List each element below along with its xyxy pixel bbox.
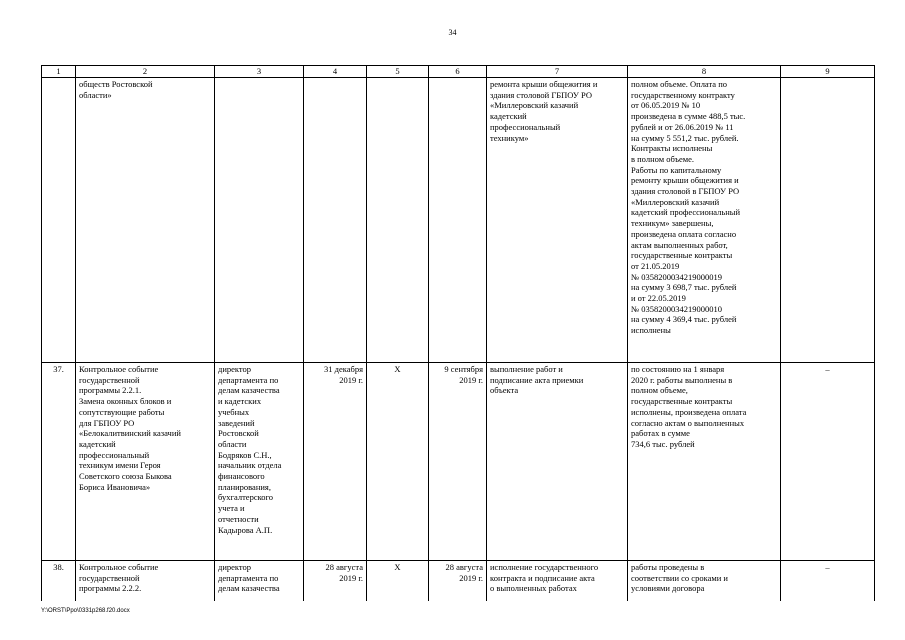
planned-date-cell: 28 августа 2019 г.	[304, 561, 367, 601]
event-name-cell: обществ Ростовской области»	[76, 78, 215, 363]
actual-date-cell	[429, 78, 487, 363]
event-name-cell: Контрольное событие государственной программы 2.2.1. Замена оконных блоков и сопутствующие работы для ГБПОУ РО «Белокалитвинский казачий кадетский профессиональный техникум имени Героя Советского союза Быкова Бориса Ивановича»	[76, 363, 215, 561]
column-header: 4	[304, 66, 367, 78]
result-cell: ремонта крыши общежития и здания столовой ГБПОУ РО «Миллеровский казачий кадетский профессиональный техникум»	[487, 78, 628, 363]
column-header: 1	[42, 66, 76, 78]
table-row	[42, 363, 875, 561]
result-cell: выполнение работ и подписание акта приемки объекта	[487, 363, 628, 561]
status-cell: полном объеме. Оплата по государственному контракту от 06.05.2019 № 10 произведена в сумме 488,5 тыс. рублей и от 26.06.2019 № 11 на сумму 5 551,2 тыс. рублей. Контракты исполнены в полном объеме. Работы по капитальному ремонту крыши общежития и здания столовой в ГБПОУ РО «Миллеровский казачий кадетский профессиональный техникум» завершены, произведена оплата согласно актам выполненных работ, государственные контракты от 21.05.2019 № 0358200034219000019 на сумму 3 698,7 тыс. рублей и от 22.05.2019 № 0358200034219000010 на сумму 4 369,4 тыс. рублей исполнены	[628, 78, 781, 363]
notes-cell: –	[781, 561, 875, 601]
column-header: 9	[781, 66, 875, 78]
status-cell: работы проведены в соответствии со сроками и условиями договора	[628, 561, 781, 601]
notes-cell: –	[781, 363, 875, 561]
column-header: 6	[429, 66, 487, 78]
column-header: 3	[215, 66, 304, 78]
column-header: 2	[76, 66, 215, 78]
responsible-cell: директор департамента по делам казачества и кадетских учебных заведений Ростовской области Бодряков С.Н., начальник отдела финансового планирования, бухгалтерского учета и отчетности Кадырова А.П.	[215, 363, 304, 561]
page-number: 34	[448, 28, 457, 37]
event-name-cell: Контрольное событие государственной программы 2.2.2.	[76, 561, 215, 601]
table-row	[42, 561, 875, 601]
file-path-footer: Y:\ORST\Ppo\0331p268.f20.docx	[41, 608, 130, 614]
column-header: 8	[628, 66, 781, 78]
column-header: 7	[487, 66, 628, 78]
responsible-cell: директор департамента по делам казачества	[215, 561, 304, 601]
mark-cell: X	[367, 561, 429, 601]
control-events-table	[41, 65, 875, 601]
actual-date-cell: 9 сентября 2019 г.	[429, 363, 487, 561]
planned-date-cell	[304, 78, 367, 363]
planned-date-cell: 31 декабря 2019 г.	[304, 363, 367, 561]
row-number-cell: 37.	[42, 363, 76, 561]
column-header: 5	[367, 66, 429, 78]
responsible-cell	[215, 78, 304, 363]
result-cell: исполнение государственного контракта и подписание акта о выполненных работах	[487, 561, 628, 601]
column-number-row	[42, 66, 875, 78]
mark-cell: X	[367, 363, 429, 561]
notes-cell	[781, 78, 875, 363]
row-number-cell: 38.	[42, 561, 76, 601]
table-row	[42, 78, 875, 363]
status-cell: по состоянию на 1 января 2020 г. работы выполнены в полном объеме, государственные контракты исполнены, произведена оплата согласно актам о выполненных работах в сумме 734,6 тыс. рублей	[628, 363, 781, 561]
actual-date-cell: 28 августа 2019 г.	[429, 561, 487, 601]
row-number-cell	[42, 78, 76, 363]
mark-cell	[367, 78, 429, 363]
